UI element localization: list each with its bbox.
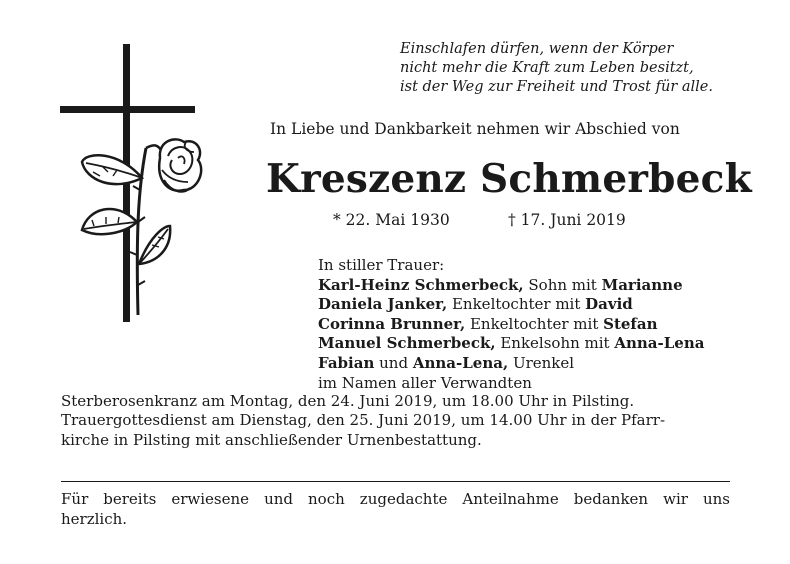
mourner-line xyxy=(318,276,704,296)
motto-line: nicht mehr die Kraft zum Leben besitzt, xyxy=(400,60,694,76)
service-notices xyxy=(61,392,730,450)
notice-line: kirche in Pilsting mit anschließender Urnenbestattung. xyxy=(61,430,482,449)
mourner-line xyxy=(318,315,704,335)
mourner-relation: Urenkel xyxy=(508,353,575,372)
mourners-block xyxy=(318,256,704,393)
mourner-line xyxy=(318,334,704,354)
notice-line: Trauergottesdienst am Dienstag, den 25. Juni 2019, um 14.00 Uhr in der Pfarr- xyxy=(61,411,666,430)
mourner-name: Manuel Schmerbeck, xyxy=(318,334,496,353)
mourner-name: Marianne xyxy=(601,275,683,294)
mourner-relation: und xyxy=(374,353,413,372)
mourners-list xyxy=(318,276,704,394)
mourner-name: Corinna Brunner, xyxy=(318,314,466,333)
motto-line: ist der Weg zur Freiheit und Trost für alle. xyxy=(400,79,713,95)
mourner-line xyxy=(318,354,704,374)
mourners-heading: In stiller Trauer: xyxy=(318,256,445,274)
farewell-intro: In Liebe und Dankbarkeit nehmen wir Abschied von xyxy=(270,120,680,138)
motto-line: Einschlafen dürfen, wenn der Körper xyxy=(400,41,674,57)
thanks-note xyxy=(61,489,730,529)
mourner-name: Stefan xyxy=(603,314,658,333)
mourner-name: Anna-Lena xyxy=(614,334,705,353)
mourner-relation: im Namen aller Verwandten xyxy=(318,373,532,392)
mourner-name: Anna-Lena, xyxy=(412,353,509,372)
birth-date: * 22. Mai 1930 xyxy=(333,211,450,229)
thanks-line: herzlich. xyxy=(61,510,128,528)
mourner-name: Fabian xyxy=(318,353,375,372)
mourner-name: David xyxy=(585,295,633,314)
divider xyxy=(61,481,730,482)
death-date: † 17. Juni 2019 xyxy=(508,211,626,229)
mourner-relation: Enkelsohn mit xyxy=(495,334,615,353)
mourner-name: Daniela Janker, xyxy=(318,295,448,314)
mourner-relation: Enkeltochter mit xyxy=(447,295,586,314)
mourner-line xyxy=(318,374,704,394)
mourner-relation: Sohn mit xyxy=(523,275,602,294)
mourner-line xyxy=(318,295,704,315)
thanks-line: Für bereits erwiesene und noch zugedachte Anteilnahme bedanken wir uns xyxy=(61,490,730,508)
mourner-relation: Enkeltochter mit xyxy=(465,314,604,333)
motto-verse xyxy=(400,40,730,97)
mourner-name: Karl-Heinz Schmerbeck, xyxy=(318,275,524,294)
notice-line: Sterberosenkranz am Montag, den 24. Juni 2019, um 18.00 Uhr in Pilsting. xyxy=(61,392,635,410)
deceased-name: Kreszenz Schmerbeck xyxy=(266,156,752,202)
cross-with-rose-icon xyxy=(58,40,218,330)
